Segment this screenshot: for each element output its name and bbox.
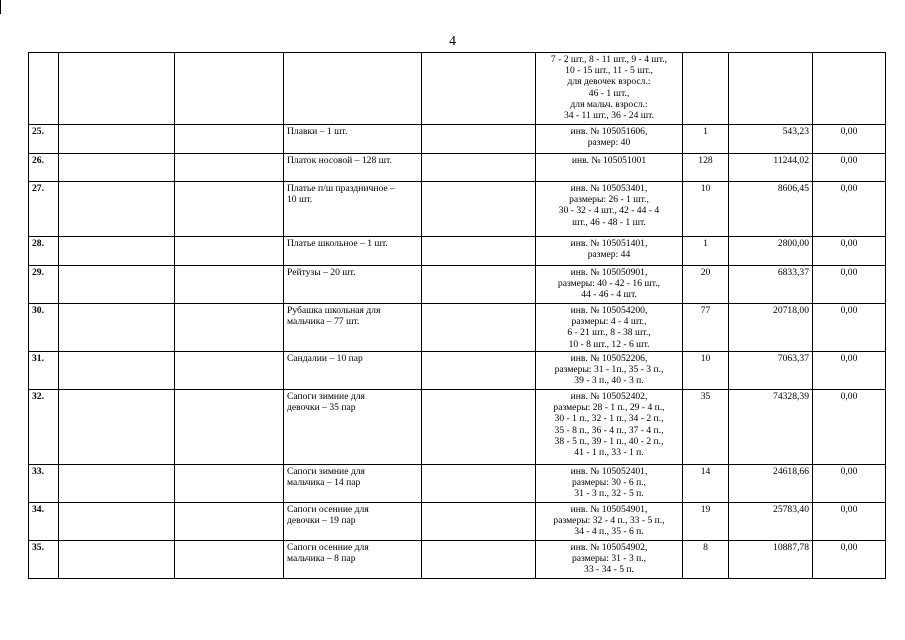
cell-name (284, 237, 422, 266)
cell-rest: 0,00 (813, 237, 886, 266)
table-row (29, 182, 886, 237)
cell-inventory: инв. № 105052206, размеры: 31 - 1п., 35 - 3 п., 39 - 3 п., 40 - 3 п. (536, 352, 683, 390)
cell-empty (59, 465, 175, 503)
cell-value: 543,23 (729, 125, 813, 154)
cell-empty (175, 266, 284, 304)
cell-empty (175, 304, 284, 352)
cell-empty (422, 266, 536, 304)
cell-value: 10887,78 (729, 541, 813, 579)
item-name-text: Платье п/ш праздничное – 10 шт. (287, 183, 395, 206)
cell-empty (59, 237, 175, 266)
cell-empty (59, 390, 175, 465)
cell-quantity: 1 (683, 125, 729, 154)
cell-name (284, 390, 422, 465)
inventory-table (28, 52, 886, 579)
item-name-text: Сандалии – 10 пар (287, 353, 363, 364)
cell-rest (813, 53, 886, 125)
table-row (29, 352, 886, 390)
cell-quantity: 77 (683, 304, 729, 352)
cell-empty (175, 182, 284, 237)
cell-empty (422, 154, 536, 182)
cell-quantity: 20 (683, 266, 729, 304)
cell-name (284, 182, 422, 237)
table-row (29, 266, 886, 304)
cell-empty (422, 465, 536, 503)
table-row-continuation (29, 53, 886, 125)
cell-empty (59, 266, 175, 304)
cell-quantity: 14 (683, 465, 729, 503)
cell-quantity (683, 53, 729, 125)
cell-empty (59, 53, 175, 125)
cell-number: 29. (29, 266, 59, 304)
cell-empty (59, 182, 175, 237)
cell-empty (175, 154, 284, 182)
cell-name (284, 465, 422, 503)
cell-value: 7063,37 (729, 352, 813, 390)
cell-inventory: инв. № 105054200, размеры: 4 - 4 шт., 6 - 21 шт., 8 - 38 шт., 10 - 8 шт., 12 - 6 шт. (536, 304, 683, 352)
cell-empty (175, 541, 284, 579)
table-row (29, 390, 886, 465)
cell-empty (59, 503, 175, 541)
cell-rest: 0,00 (813, 503, 886, 541)
cell-name (284, 125, 422, 154)
cell-inventory: инв. № 105052401, размеры: 30 - 6 п., 31 - 3 п., 32 - 5 п. (536, 465, 683, 503)
cell-empty (59, 352, 175, 390)
cell-empty (175, 125, 284, 154)
table-row (29, 465, 886, 503)
cell-empty (59, 304, 175, 352)
cell-inventory: инв. № 105052402, размеры: 28 - 1 п., 29 - 4 п., 30 - 1 п., 32 - 1 п., 34 - 2 п., 35 - 8 п., 36 - 4 п., 37 - 4 п., 38 - 5 п., 39 - 1 п., 40 - 2 п., 41 - 1 п., 33 - 1 п. (536, 390, 683, 465)
cell-number: 25. (29, 125, 59, 154)
page-number: 4 (449, 34, 456, 49)
cell-inventory: инв. № 105054902, размеры: 31 - 3 п., 33 - 34 - 5 п. (536, 541, 683, 579)
cell-value: 11244,02 (729, 154, 813, 182)
cell-value: 20718,00 (729, 304, 813, 352)
cell-rest: 0,00 (813, 541, 886, 579)
cell-inventory: инв. № 105053401, размеры: 26 - 1 шт., 30 - 32 - 4 шт., 42 - 44 - 4 шт., 46 - 48 - 1 шт. (536, 182, 683, 237)
item-name-text: Платье школьное – 1 шт. (287, 238, 388, 249)
cell-empty (422, 352, 536, 390)
cell-inventory: инв. № 105050901, размеры: 40 - 42 - 16 шт., 44 - 46 - 4 шт. (536, 266, 683, 304)
cell-value: 8606,45 (729, 182, 813, 237)
cell-number (29, 53, 59, 125)
cell-quantity: 35 (683, 390, 729, 465)
cell-rest: 0,00 (813, 304, 886, 352)
cell-empty (422, 390, 536, 465)
cell-number: 35. (29, 541, 59, 579)
table-row (29, 125, 886, 154)
table-row (29, 154, 886, 182)
cell-name (284, 266, 422, 304)
cell-value (729, 53, 813, 125)
cell-empty (175, 53, 284, 125)
cell-inventory: инв. № 105051001 (536, 154, 683, 182)
item-name-text: Сапоги зимние для мальчика – 14 пар (287, 466, 365, 489)
item-name-text: Рубашка школьная для мальчика – 77 шт. (287, 305, 381, 328)
item-name-text: Платок носовой – 128 шт. (287, 155, 392, 166)
cell-inventory: инв. № 105051401, размер: 44 (536, 237, 683, 266)
cell-rest: 0,00 (813, 352, 886, 390)
cell-name (284, 503, 422, 541)
cell-quantity: 10 (683, 182, 729, 237)
cell-rest: 0,00 (813, 390, 886, 465)
cell-empty (422, 304, 536, 352)
cell-value: 6833,37 (729, 266, 813, 304)
cell-rest: 0,00 (813, 266, 886, 304)
cell-value: 74328,39 (729, 390, 813, 465)
cell-rest: 0,00 (813, 465, 886, 503)
cell-rest: 0,00 (813, 154, 886, 182)
table-row (29, 503, 886, 541)
item-name-text: Рейтузы – 20 шт. (287, 267, 356, 278)
cell-empty (422, 125, 536, 154)
cell-empty (175, 465, 284, 503)
cell-number: 27. (29, 182, 59, 237)
cell-number: 28. (29, 237, 59, 266)
cell-name (284, 352, 422, 390)
cell-number: 30. (29, 304, 59, 352)
cell-inventory: инв. № 105051606, размер: 40 (536, 125, 683, 154)
cell-empty (422, 53, 536, 125)
cell-empty (422, 237, 536, 266)
cell-quantity: 128 (683, 154, 729, 182)
item-name-text: Сапоги осенние для мальчика – 8 пар (287, 542, 369, 565)
table-row (29, 304, 886, 352)
item-name-text: Плавки – 1 шт. (287, 126, 348, 137)
cell-quantity: 1 (683, 237, 729, 266)
cell-number: 34. (29, 503, 59, 541)
cell-inventory: инв. № 105054901, размеры: 32 - 4 п., 33 - 5 п., 34 - 4 п., 35 - 6 п. (536, 503, 683, 541)
cell-empty (59, 125, 175, 154)
cell-number: 33. (29, 465, 59, 503)
cell-empty (175, 390, 284, 465)
cell-empty (59, 541, 175, 579)
cell-value: 2800,00 (729, 237, 813, 266)
cell-value: 25783,40 (729, 503, 813, 541)
cell-number: 32. (29, 390, 59, 465)
cell-empty (175, 503, 284, 541)
cell-number: 26. (29, 154, 59, 182)
cell-empty (422, 182, 536, 237)
cell-empty (175, 237, 284, 266)
scan-edge-mark (0, 0, 1, 14)
cell-name (284, 541, 422, 579)
cell-empty (422, 541, 536, 579)
cell-number: 31. (29, 352, 59, 390)
cell-name (284, 304, 422, 352)
table-row (29, 237, 886, 266)
cell-rest: 0,00 (813, 125, 886, 154)
item-name-text: Сапоги зимние для девочки – 35 пар (287, 391, 365, 414)
cell-empty (175, 352, 284, 390)
cell-inventory: 7 - 2 шт., 8 - 11 шт., 9 - 4 шт., 10 - 15 шт., 11 - 5 шт., для девочек взросл.: 46 - 1 шт., для мальч. взросл.: 34 - 11 шт., 36 - 24 шт. (536, 53, 683, 125)
cell-quantity: 8 (683, 541, 729, 579)
cell-name (284, 53, 422, 125)
cell-empty (422, 503, 536, 541)
item-name-text: Сапоги осенние для девочки – 19 пар (287, 504, 369, 527)
table-row (29, 541, 886, 579)
cell-value: 24618,66 (729, 465, 813, 503)
cell-empty (59, 154, 175, 182)
cell-quantity: 19 (683, 503, 729, 541)
cell-name (284, 154, 422, 182)
cell-rest: 0,00 (813, 182, 886, 237)
cell-quantity: 10 (683, 352, 729, 390)
